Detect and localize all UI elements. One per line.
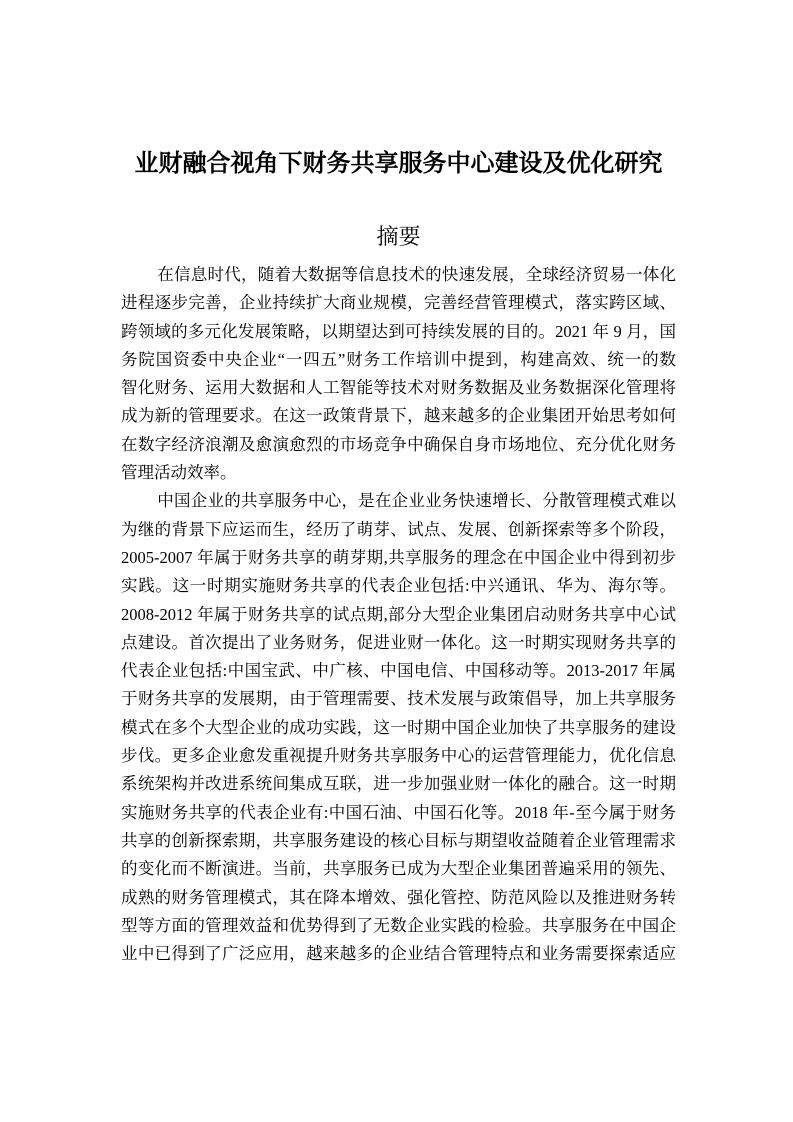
text-line: 步伐。更多企业愈发重视提升财务共享服务中心的运营管理能力，优化信息 <box>121 746 676 766</box>
text-line: 在数字经济浪潮及愈演愈烈的市场竞争中确保自身市场地位、充分优化财务 <box>121 434 676 454</box>
paragraph-2 <box>121 487 676 968</box>
document-title: 业财融合视角下财务共享服务中心建设及优化研究 <box>134 151 663 177</box>
text-line: 实践。这一时期实施财务共享的代表企业包括:中兴通讯、华为、海尔等。 <box>121 576 676 596</box>
text-line: 系统架构并改进系统间集成互联，进一步加强业财一体化的融合。这一时期 <box>121 774 676 794</box>
text-line: 跨领域的多元化发展策略，以期望达到可持续发展的目的。2021 年 9 月，国 <box>121 321 676 341</box>
text-line: 进程逐步完善，企业持续扩大商业规模，完善经营管理模式，落实跨区域、 <box>121 293 676 313</box>
text-line: 智化财务、运用大数据和人工智能等技术对财务数据及业务数据深化管理将 <box>121 378 676 398</box>
text-line: 成为新的管理要求。在这一政策背景下，越来越多的企业集团开始思考如何 <box>121 406 676 426</box>
text-line: 模式在多个大型企业的成功实践，这一时期中国企业加快了共享服务的建设 <box>121 717 676 737</box>
paragraph-1 <box>121 261 676 487</box>
text-line: 业中已得到了广泛应用，越来越多的企业结合管理特点和业务需要探索适应 <box>121 944 676 964</box>
text-line: 在信息时代，随着大数据等信息技术的快速发展，全球经济贸易一体化 <box>157 265 676 284</box>
text-line: 为继的背景下应运而生，经历了萌芽、试点、发展、创新探索等多个阶段， <box>121 519 676 539</box>
text-line: 代表企业包括:中国宝武、中广核、中国电信、中国移动等。2013-2017 年属 <box>121 661 676 681</box>
text-line: 实施财务共享的代表企业有:中国石油、中国石化等。2018 年-至今属于财务 <box>121 802 676 822</box>
text-line: 共享的创新探索期，共享服务建设的核心目标与期望收益随着企业管理需求 <box>121 830 676 850</box>
abstract-heading: 摘要 <box>376 224 421 249</box>
text-line: 管理活动效率。 <box>121 463 237 483</box>
text-line: 2008-2012 年属于财务共享的试点期,部分大型企业集团启动财务共享中心试 <box>121 604 676 624</box>
text-line: 2005-2007 年属于财务共享的萌芽期,共享服务的理念在中国企业中得到初步 <box>121 547 676 567</box>
text-line: 点建设。首次提出了业务财务，促进业财一体化。这一时期实现财务共享的 <box>121 632 676 652</box>
text-line: 务院国资委中央企业“一四五”财务工作培训中提到，构建高效、统一的数 <box>121 349 676 369</box>
text-line: 成熟的财务管理模式，其在降本增效、强化管控、防范风险以及推进财务转 <box>121 887 676 907</box>
text-line: 于财务共享的发展期，由于管理需要、技术发展与政策倡导，加上共享服务 <box>121 689 676 709</box>
text-line: 的变化而不断演进。当前，共享服务已成为大型企业集团普遍采用的领先、 <box>121 859 676 879</box>
text-line: 型等方面的管理效益和优势得到了无数企业实践的检验。共享服务在中国企 <box>121 915 676 935</box>
text-line: 中国企业的共享服务中心，是在企业业务快速增长、分散管理模式难以 <box>157 491 676 511</box>
abstract-body <box>121 261 676 968</box>
